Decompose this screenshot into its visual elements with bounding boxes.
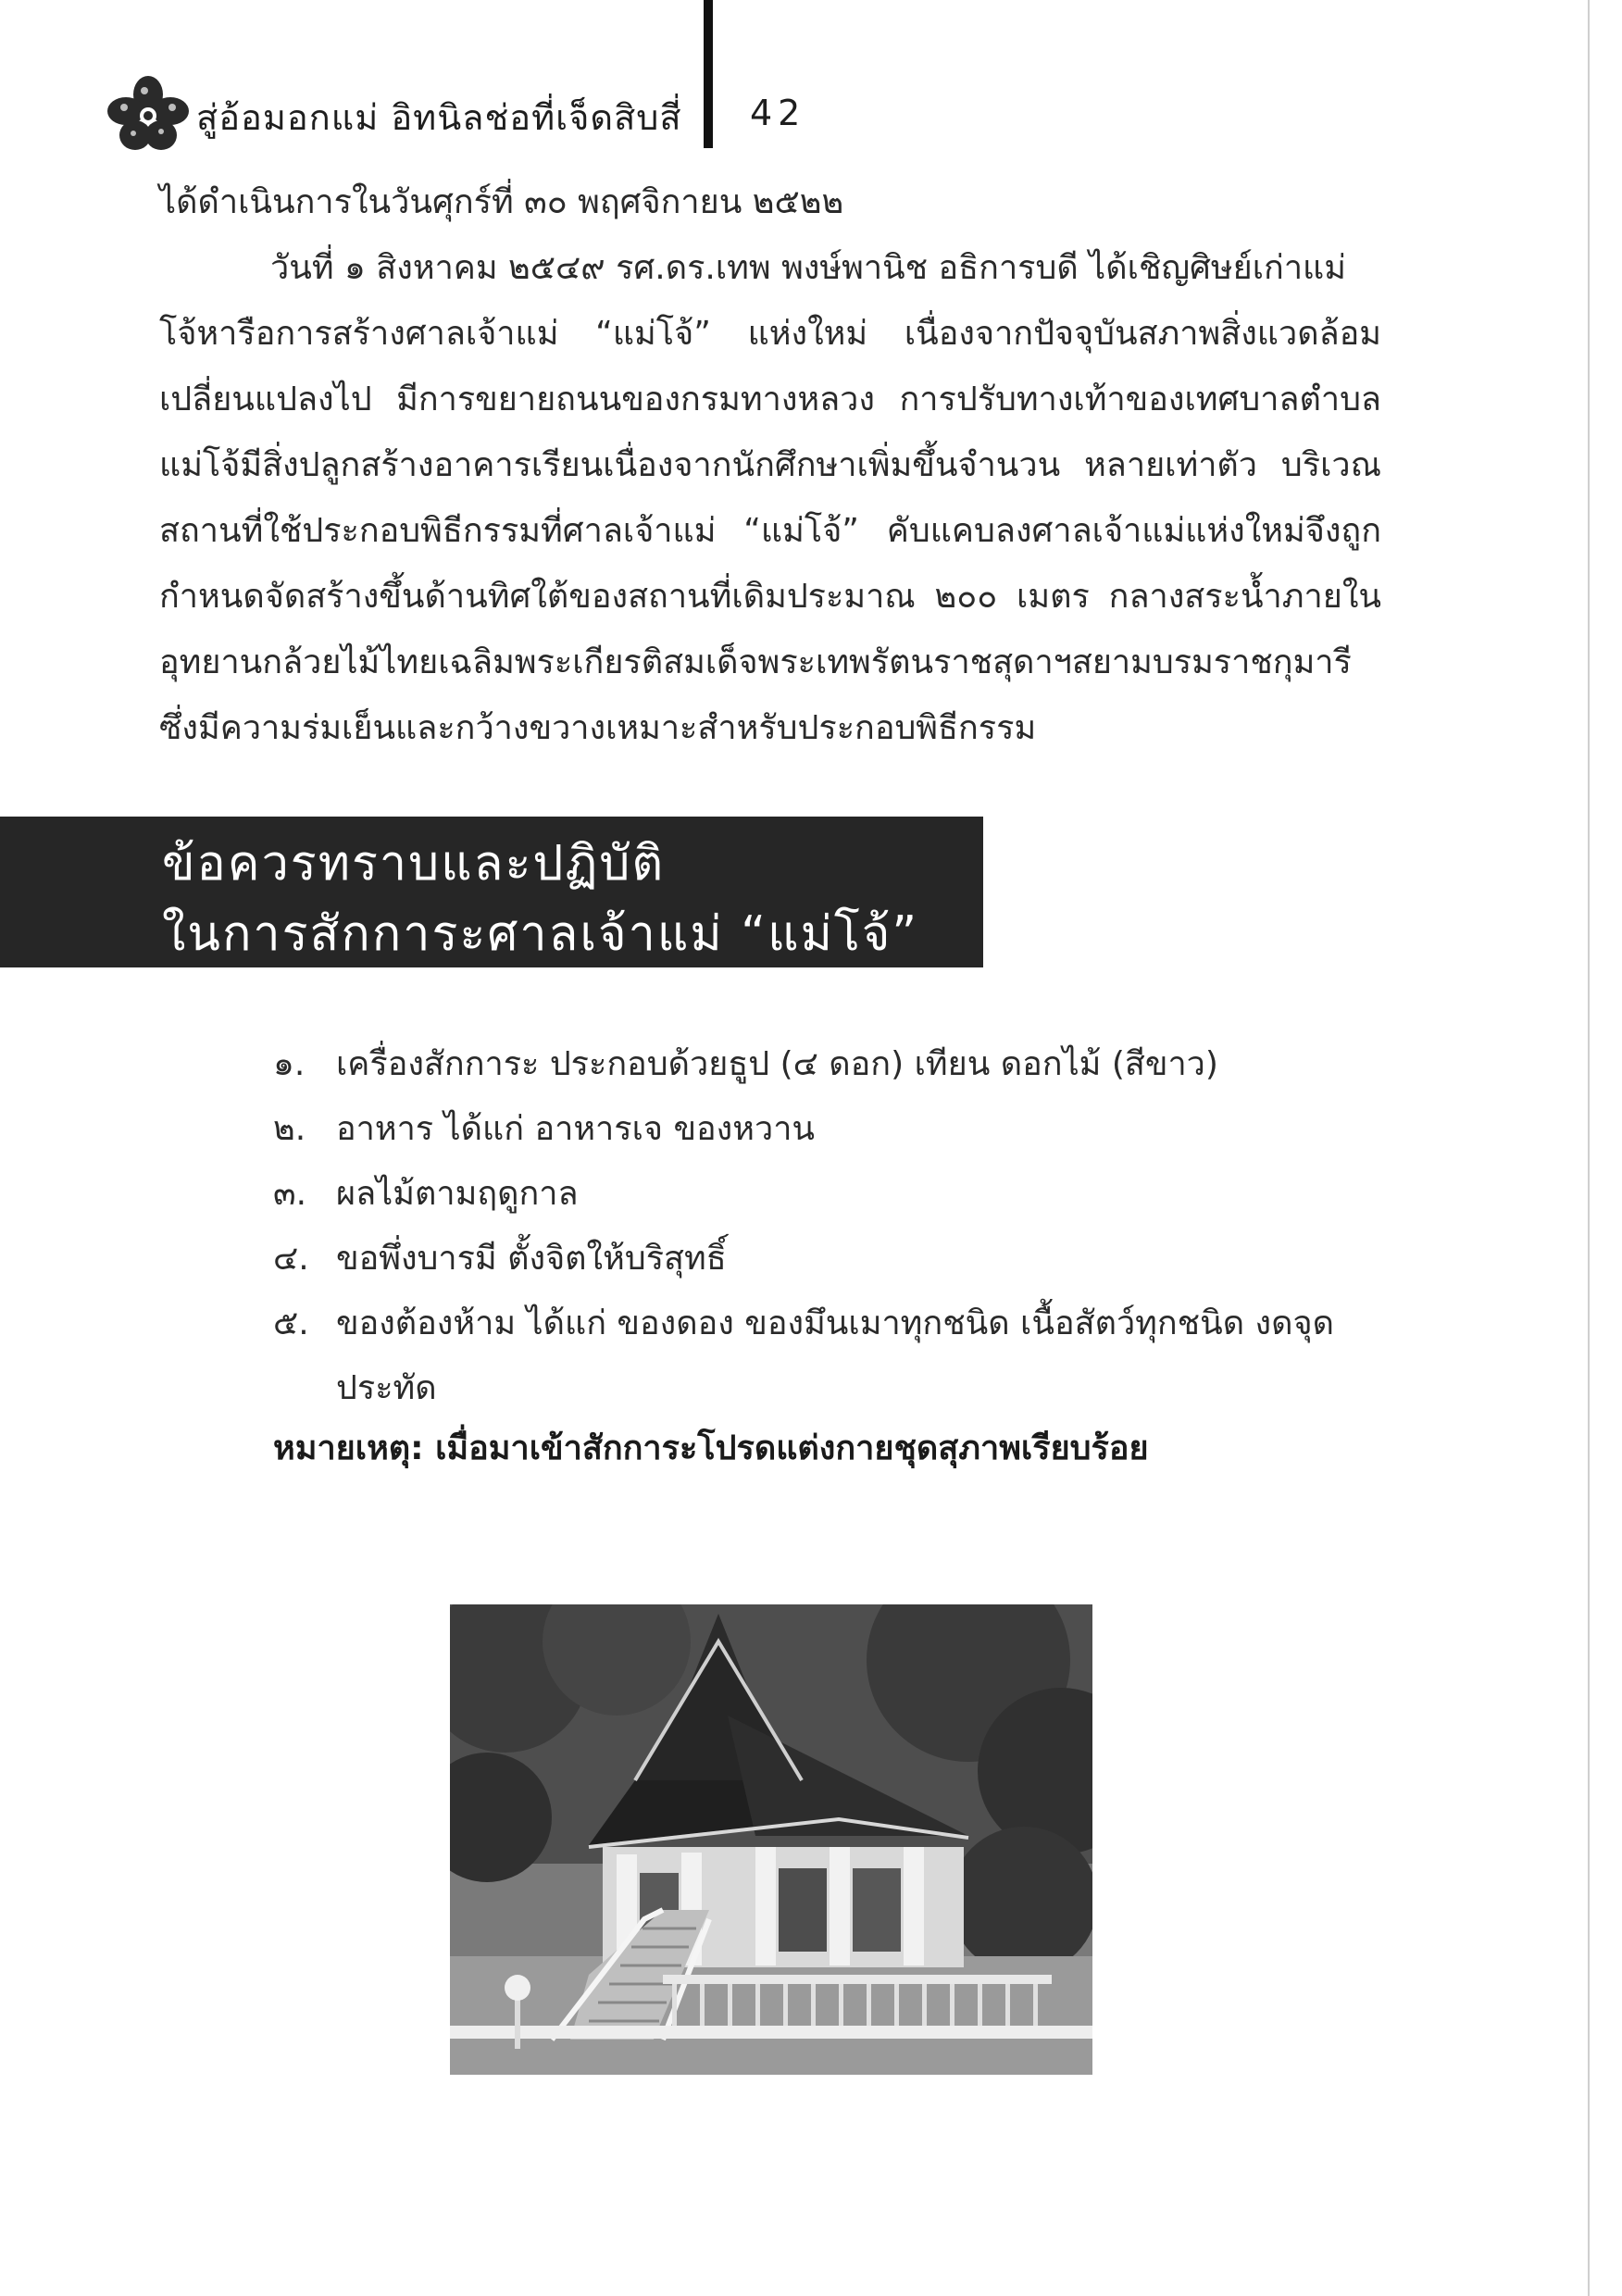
body-line: กำหนดจัดสร้างขึ้นด้านทิศใต้ของสถานที่เดิมประมาณ ๒๐๐ เมตร กลางสระน้ำภายใน xyxy=(159,578,1381,616)
body-paragraphs xyxy=(159,169,1381,761)
page-edge xyxy=(1588,0,1590,2296)
list-item xyxy=(273,1097,1379,1162)
list-item xyxy=(273,1292,1379,1356)
note-text: หมายเหตุ: เมื่อมาเข้าสักการะโปรดแต่งกายชุดสุภาพเรียบร้อย xyxy=(273,1429,1149,1467)
shrine-photo xyxy=(450,1604,1092,2075)
page-header xyxy=(104,72,844,165)
body-line: แม่โจ้มีสิ่งปลูกสร้างอาคารเรียนเนื่องจากนักศึกษาเพิ่มขึ้นจำนวน หลายเท่าตัว บริเวณ xyxy=(159,446,1381,484)
list-item xyxy=(273,1356,1379,1421)
list-text: ของต้องห้าม ได้แก่ ของดอง ของมึนเมาทุกชนิด เนื้อสัตว์ทุกชนิด งดจุด xyxy=(336,1304,1334,1342)
running-header-title: สู่อ้อมอกแม่ อิทนิลช่อที่เจ็ดสิบสี่ xyxy=(196,97,682,138)
list-text: ผลไม้ตามฤดูกาล xyxy=(336,1175,579,1213)
list-number: ๑. xyxy=(273,1045,306,1083)
body-line: ได้ดำเนินการในวันศุกร์ที่ ๓๐ พฤศจิกายน ๒๕๒๒ xyxy=(159,183,844,221)
body-line: สถานที่ใช้ประกอบพิธีกรรมที่ศาลเจ้าแม่ “แม่โจ้” คับแคบลงศาลเจ้าแม่แห่งใหม่จึงถูก xyxy=(159,512,1381,550)
flower-logo-icon xyxy=(104,74,193,154)
body-line: อุทยานกล้วยไม้ไทยเฉลิมพระเกียรติสมเด็จพระเทพรัตนราชสุดาฯสยามบรมราชกุมารี xyxy=(159,643,1352,681)
body-line: ซึ่งมีความร่มเย็นและกว้างขวางเหมาะสำหรับประกอบพิธีกรรม xyxy=(159,709,1037,747)
section-banner xyxy=(0,817,983,967)
list-number: ๔. xyxy=(273,1240,309,1278)
list-text: อาหาร ได้แก่ อาหารเจ ของหวาน xyxy=(336,1110,816,1148)
section-heading-line-2: ในการสักการะศาลเจ้าแม่ “แม่โจ้” xyxy=(162,906,919,962)
list-number: ๓. xyxy=(273,1175,307,1213)
list-item xyxy=(273,1032,1379,1097)
page-number: 42 xyxy=(750,93,806,133)
body-line: วันที่ ๑ สิงหาคม ๒๕๔๙ รศ.ดร.เทพ พงษ์พานิช อธิการบดี ได้เชิญศิษย์เก่าแม่ xyxy=(270,249,1346,287)
shrine-photo-illustration xyxy=(450,1604,1092,2075)
list-text: เครื่องสักการะ ประกอบด้วยธูป (๔ ดอก) เทียน ดอกไม้ (สีขาว) xyxy=(336,1045,1218,1083)
body-line: โจ้หารือการสร้างศาลเจ้าแม่ “แม่โจ้” แห่งใหม่ เนื่องจากปัจจุบันสภาพสิ่งแวดล้อม xyxy=(159,315,1381,353)
list-number: ๕. xyxy=(273,1304,309,1342)
list-text: ประทัด xyxy=(336,1369,437,1407)
list-text: ขอพึ่งบารมี ตั้งจิตให้บริสุทธิ์ xyxy=(336,1240,727,1278)
offering-list xyxy=(273,1032,1379,1421)
header-divider xyxy=(704,0,713,148)
list-number: ๒. xyxy=(273,1110,306,1148)
body-line: เปลี่ยนแปลงไป มีการขยายถนนของกรมทางหลวง การปรับทางเท้าของเทศบาลตำบล xyxy=(159,381,1381,418)
list-item xyxy=(273,1162,1379,1227)
list-item xyxy=(273,1227,1379,1292)
section-heading-line-1: ข้อควรทราบและปฏิบัติ xyxy=(162,836,666,892)
